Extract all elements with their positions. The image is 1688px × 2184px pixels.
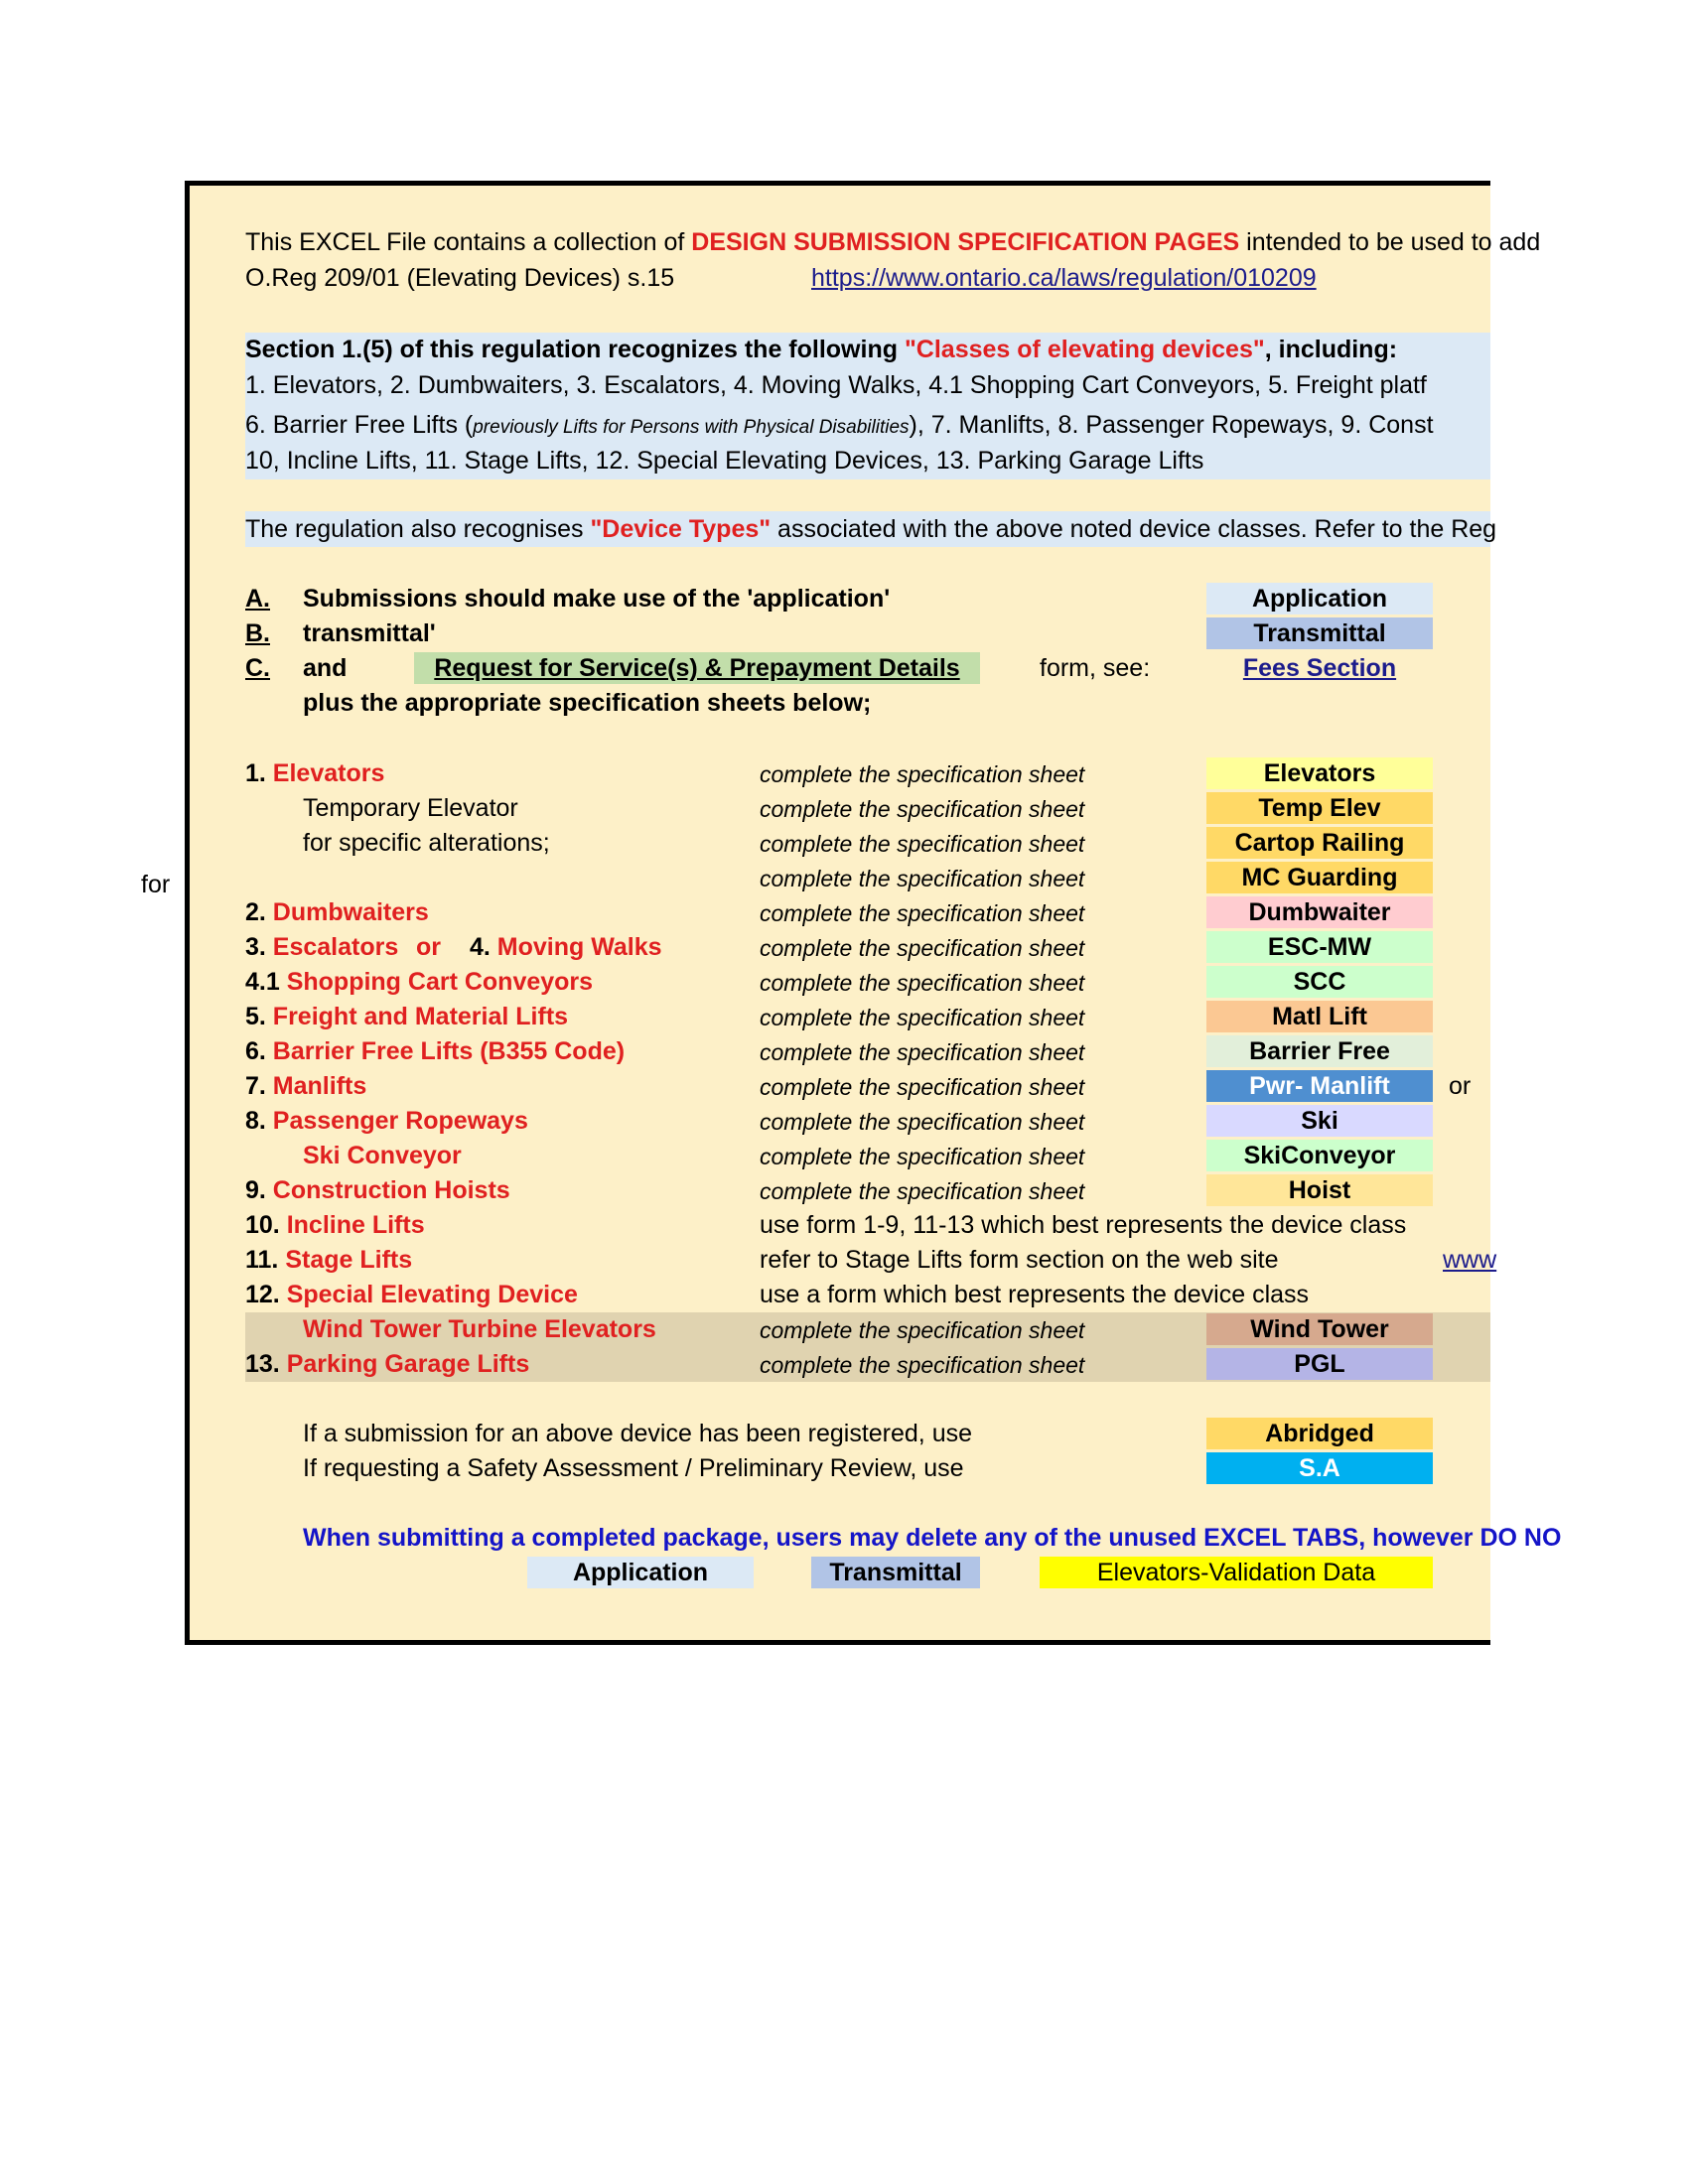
row-name: Stage Lifts xyxy=(285,1246,413,1274)
tab-esc-mw[interactable]: ESC-MW xyxy=(1206,931,1433,963)
tab-skiconveyor[interactable]: SkiConveyor xyxy=(1206,1140,1433,1171)
row-dumbwaiters xyxy=(245,897,429,927)
row-alterations: for specific alterations; xyxy=(303,829,550,857)
tab-ski[interactable]: Ski xyxy=(1206,1105,1433,1137)
row-name: Moving Walks xyxy=(496,933,662,961)
row-number: 8. xyxy=(245,1107,273,1135)
row-name: Special Elevating Device xyxy=(286,1281,578,1308)
plus-sheets-text: plus the appropriate specification sheets below; xyxy=(303,689,872,717)
device-types-text: The regulation also recognises xyxy=(245,515,591,543)
form-see-label: form, see: xyxy=(1040,654,1151,682)
row-name: Escalators xyxy=(272,933,399,961)
row-number: 6. xyxy=(245,1037,273,1065)
row-incline-note: use form 1-9, 11-13 which best represents the device class xyxy=(760,1211,1407,1239)
tab-abridged[interactable]: Abridged xyxy=(1206,1418,1433,1449)
row-number: 9. xyxy=(245,1176,273,1204)
row-number: 4. xyxy=(470,933,497,961)
row-freight xyxy=(245,1002,568,1031)
tab-pgl[interactable]: PGL xyxy=(1206,1348,1433,1380)
classes-line-2-italic: previously Lifts for Persons with Physical Disabilities xyxy=(473,417,910,438)
row-number: 4.1 xyxy=(245,968,287,996)
row-wind-tower: Wind Tower Turbine Elevators xyxy=(303,1315,656,1343)
row-manlifts xyxy=(245,1071,366,1101)
row-name: Manlifts xyxy=(272,1072,367,1100)
section-heading-highlight: "Classes of elevating devices" xyxy=(904,336,1265,363)
classes-line-2-text: 6. Barrier Free Lifts ( xyxy=(245,411,474,439)
row-name: Elevators xyxy=(272,759,385,787)
row-escalators-or: or xyxy=(416,933,441,961)
row-ropeways xyxy=(245,1106,528,1136)
spec-instruction: complete the specification sheet xyxy=(760,935,1085,961)
classes-line-2 xyxy=(245,410,1434,443)
tab-cartop-railing[interactable]: Cartop Railing xyxy=(1206,827,1433,859)
spec-instruction: complete the specification sheet xyxy=(760,900,1085,926)
section-heading-text: Section 1.(5) of this regulation recognizes the following xyxy=(245,336,905,363)
spec-instruction: complete the specification sheet xyxy=(760,761,1085,787)
item-b-letter: B. xyxy=(245,619,270,647)
spec-instruction: complete the specification sheet xyxy=(760,1352,1085,1378)
row-temp-elevator: Temporary Elevator xyxy=(303,794,518,822)
tab-dumbwaiter[interactable]: Dumbwaiter xyxy=(1206,896,1433,928)
tab-application[interactable]: Application xyxy=(1206,583,1433,614)
registered-text: If a submission for an above device has been registered, use xyxy=(303,1420,973,1447)
row-number: 5. xyxy=(245,1003,273,1030)
stage-lifts-link[interactable]: www xyxy=(1443,1246,1497,1274)
row-barrier-free xyxy=(245,1036,625,1066)
section-heading-end: , including: xyxy=(1264,336,1398,363)
row-number: 3. xyxy=(245,933,273,961)
row-moving-walks xyxy=(470,932,662,962)
tab-matl-lift[interactable]: Matl Lift xyxy=(1206,1001,1433,1032)
footer-tab-validation-data[interactable]: Elevators-Validation Data xyxy=(1040,1557,1433,1588)
row-incline xyxy=(245,1210,425,1240)
spec-instruction: complete the specification sheet xyxy=(760,1178,1085,1204)
classes-line-2-end: ), 7. Manlifts, 8. Passenger Ropeways, 9. Const xyxy=(909,411,1434,439)
footer-tab-application[interactable]: Application xyxy=(527,1557,754,1588)
tab-scc[interactable]: SCC xyxy=(1206,966,1433,998)
row-stage xyxy=(245,1245,412,1275)
item-c-text: and xyxy=(303,654,348,682)
row-name: Shopping Cart Conveyors xyxy=(286,968,594,996)
spec-instruction: complete the specification sheet xyxy=(760,970,1085,996)
row-escalators xyxy=(245,932,398,962)
row-number: 12. xyxy=(245,1281,287,1308)
request-for-service-button[interactable]: Request for Service(s) & Prepayment Details xyxy=(414,652,980,684)
tab-sa[interactable]: S.A xyxy=(1206,1452,1433,1484)
row-name: Dumbwaiters xyxy=(272,898,429,926)
spec-instruction: complete the specification sheet xyxy=(760,1074,1085,1100)
tab-pwr-manlift[interactable]: Pwr- Manlift xyxy=(1206,1070,1433,1102)
spec-sheet-panel xyxy=(185,181,1562,1645)
tab-wind-tower[interactable]: Wind Tower xyxy=(1206,1313,1433,1345)
row-hoists xyxy=(245,1175,510,1205)
section-heading xyxy=(245,335,1397,364)
spec-instruction: complete the specification sheet xyxy=(760,1317,1085,1343)
row-number: 2. xyxy=(245,898,273,926)
spec-instruction: complete the specification sheet xyxy=(760,796,1085,822)
spec-instruction: complete the specification sheet xyxy=(760,1039,1085,1065)
row-name: Barrier Free Lifts (B355 Code) xyxy=(272,1037,626,1065)
tab-transmittal[interactable]: Transmittal xyxy=(1206,617,1433,649)
row-number: 13. xyxy=(245,1350,287,1378)
row-name: Freight and Material Lifts xyxy=(272,1003,569,1030)
device-types-line xyxy=(245,514,1496,544)
item-a-letter: A. xyxy=(245,585,270,613)
row-stage-note: refer to Stage Lifts form section on the web site xyxy=(760,1246,1279,1274)
row-name: Incline Lifts xyxy=(286,1211,425,1239)
outside-for-label: for xyxy=(141,871,171,898)
row-name: Construction Hoists xyxy=(272,1176,510,1204)
row-name: Parking Garage Lifts xyxy=(286,1350,530,1378)
intro-text: This EXCEL File contains a collection of xyxy=(245,228,692,256)
tab-elevators[interactable]: Elevators xyxy=(1206,757,1433,789)
safety-text: If requesting a Safety Assessment / Preliminary Review, use xyxy=(303,1454,964,1482)
classes-line-1: 1. Elevators, 2. Dumbwaiters, 3. Escalators, 4. Moving Walks, 4.1 Shopping Cart Conveyors, 5. Freight platf xyxy=(245,371,1427,399)
row-manlifts-or: or xyxy=(1449,1072,1472,1100)
footer-tab-transmittal[interactable]: Transmittal xyxy=(811,1557,980,1588)
intro-highlight: DESIGN SUBMISSION SPECIFICATION PAGES xyxy=(691,228,1240,256)
item-b-text: transmittal' xyxy=(303,619,436,647)
row-elevators xyxy=(245,758,384,788)
intro-line-1 xyxy=(245,227,1540,257)
row-ski-conveyor: Ski Conveyor xyxy=(303,1142,462,1169)
device-types-end: associated with the above noted device classes. Refer to the Reg xyxy=(771,515,1497,543)
row-parking xyxy=(245,1349,529,1379)
fees-section-link[interactable]: Fees Section xyxy=(1242,654,1397,682)
intro-line-2: O.Reg 209/01 (Elevating Devices) s.15 xyxy=(245,264,675,292)
tab-hoist[interactable]: Hoist xyxy=(1206,1174,1433,1206)
item-c-letter: C. xyxy=(245,654,270,682)
row-number: 1. xyxy=(245,759,273,787)
footer-warning: When submitting a completed package, users may delete any of the unused EXCEL TABS, however DO NO xyxy=(303,1524,1562,1552)
spec-instruction: complete the specification sheet xyxy=(760,1005,1085,1030)
device-types-highlight: "Device Types" xyxy=(590,515,772,543)
spec-instruction: complete the specification sheet xyxy=(760,831,1085,857)
regulation-link[interactable]: https://www.ontario.ca/laws/regulation/010209 xyxy=(811,264,1317,292)
tab-mc-guarding[interactable]: MC Guarding xyxy=(1206,862,1433,893)
intro-text-end: intended to be used to add xyxy=(1239,228,1541,256)
spec-instruction: complete the specification sheet xyxy=(760,1144,1085,1169)
row-number: 11. xyxy=(245,1246,286,1274)
row-scc xyxy=(245,967,593,997)
row-number: 10. xyxy=(245,1211,287,1239)
row-special xyxy=(245,1280,578,1309)
row-name: Passenger Ropeways xyxy=(272,1107,528,1135)
spec-instruction: complete the specification sheet xyxy=(760,866,1085,891)
tab-barrier-free[interactable]: Barrier Free xyxy=(1206,1035,1433,1067)
item-a-text: Submissions should make use of the 'application' xyxy=(303,585,891,613)
row-special-note: use a form which best represents the device class xyxy=(760,1281,1310,1308)
row-number: 7. xyxy=(245,1072,273,1100)
classes-line-3: 10, Incline Lifts, 11. Stage Lifts, 12. Special Elevating Devices, 13. Parking Garage Lifts xyxy=(245,447,1204,475)
spec-instruction: complete the specification sheet xyxy=(760,1109,1085,1135)
tab-temp-elev[interactable]: Temp Elev xyxy=(1206,792,1433,824)
